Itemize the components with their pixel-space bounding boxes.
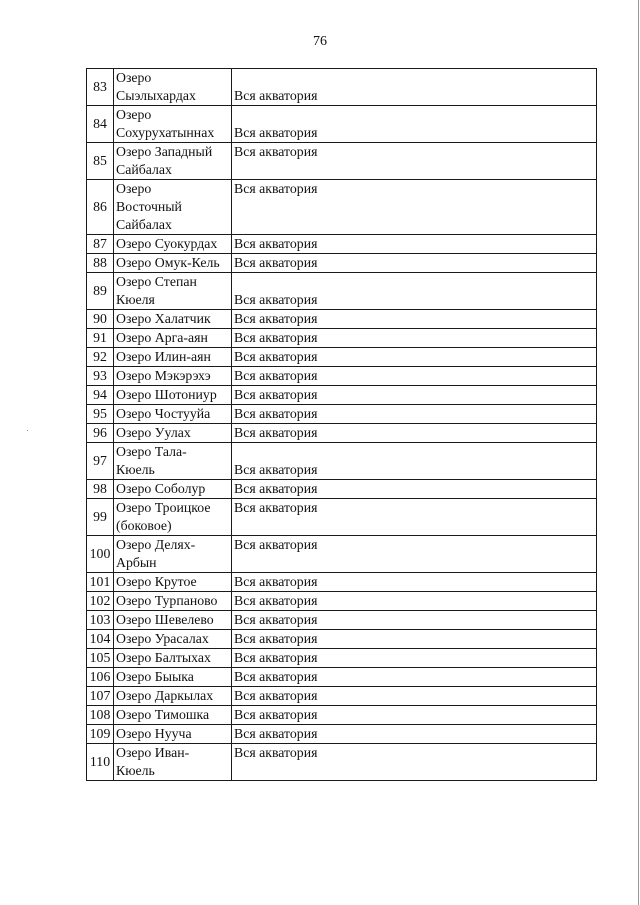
lake-name-line: Озеро Нууча bbox=[116, 726, 192, 741]
lake-name-line: Озеро Быыка bbox=[116, 669, 194, 684]
table-row bbox=[87, 611, 597, 630]
lake-name-line: Кюеля bbox=[116, 292, 155, 307]
row-number: 85 bbox=[87, 143, 114, 180]
water-area: Вся акватория bbox=[232, 329, 597, 348]
row-number: 107 bbox=[87, 687, 114, 706]
lake-name bbox=[114, 235, 232, 254]
lake-name bbox=[114, 668, 232, 687]
table-row bbox=[87, 180, 597, 235]
table-row bbox=[87, 443, 597, 480]
water-area: Вся акватория bbox=[232, 744, 597, 781]
table-row bbox=[87, 573, 597, 592]
table-row bbox=[87, 536, 597, 573]
lake-name bbox=[114, 106, 232, 143]
lake-name bbox=[114, 367, 232, 386]
page-number: 76 bbox=[313, 34, 327, 49]
table-row bbox=[87, 725, 597, 744]
table-row bbox=[87, 499, 597, 536]
water-area: Вся акватория bbox=[232, 725, 597, 744]
lake-name bbox=[114, 273, 232, 310]
lake-name-line: Озеро Халатчик bbox=[116, 311, 211, 326]
lake-name bbox=[114, 744, 232, 781]
table-row bbox=[87, 592, 597, 611]
lake-name-line: Сохурухатыннах bbox=[116, 125, 215, 140]
lake-name-line: Озеро Крутое bbox=[116, 574, 197, 589]
lake-name bbox=[114, 630, 232, 649]
lake-name bbox=[114, 611, 232, 630]
lake-name-line: Кюель bbox=[116, 462, 155, 477]
row-number: 84 bbox=[87, 106, 114, 143]
lake-name-line: Озеро Балтыхах bbox=[116, 650, 211, 665]
row-number: 92 bbox=[87, 348, 114, 367]
table-row bbox=[87, 310, 597, 329]
lake-name bbox=[114, 254, 232, 273]
lake-name bbox=[114, 499, 232, 536]
lakes-table-body bbox=[87, 69, 597, 781]
lake-name bbox=[114, 386, 232, 405]
lake-name-line: Озеро Суокурдах bbox=[116, 236, 218, 251]
table-row bbox=[87, 668, 597, 687]
lake-name-line: Озеро Степан bbox=[116, 274, 197, 289]
lake-name bbox=[114, 480, 232, 499]
row-number: 101 bbox=[87, 573, 114, 592]
water-area: Вся акватория bbox=[232, 180, 597, 235]
row-number: 86 bbox=[87, 180, 114, 235]
row-number: 110 bbox=[87, 744, 114, 781]
water-area: Вся акватория bbox=[232, 592, 597, 611]
lake-name bbox=[114, 180, 232, 235]
lake-name-line: Озеро Шотониур bbox=[116, 387, 217, 402]
row-number: 99 bbox=[87, 499, 114, 536]
lake-name-line: Сыэлыхардах bbox=[116, 88, 196, 103]
row-number: 104 bbox=[87, 630, 114, 649]
table-row bbox=[87, 649, 597, 668]
row-number: 96 bbox=[87, 424, 114, 443]
water-area: Вся акватория bbox=[232, 310, 597, 329]
lake-name bbox=[114, 443, 232, 480]
water-area: Вся акватория bbox=[232, 443, 597, 480]
lake-name-line: (боковое) bbox=[116, 518, 172, 533]
lake-name bbox=[114, 573, 232, 592]
lake-name-line: Восточный bbox=[116, 199, 182, 214]
lake-name-line: Озеро Турпаново bbox=[116, 593, 218, 608]
row-number: 83 bbox=[87, 69, 114, 106]
lake-name-line: Озеро Илин-аян bbox=[116, 349, 211, 364]
water-area: Вся акватория bbox=[232, 611, 597, 630]
lake-name bbox=[114, 536, 232, 573]
row-number: 94 bbox=[87, 386, 114, 405]
lake-name bbox=[114, 706, 232, 725]
row-number: 89 bbox=[87, 273, 114, 310]
lake-name bbox=[114, 405, 232, 424]
lake-name bbox=[114, 329, 232, 348]
water-area: Вся акватория bbox=[232, 273, 597, 310]
water-area: Вся акватория bbox=[232, 405, 597, 424]
lake-name-line: Озеро Троицкое bbox=[116, 500, 211, 515]
water-area: Вся акватория bbox=[232, 480, 597, 499]
water-area: Вся акватория bbox=[232, 386, 597, 405]
lake-name-line: Озеро Делях- bbox=[116, 537, 196, 552]
table-row bbox=[87, 69, 597, 106]
lake-name-line: Озеро Арга-аян bbox=[116, 330, 208, 345]
table-row bbox=[87, 273, 597, 310]
table-row bbox=[87, 687, 597, 706]
lake-name-line: Сайбалах bbox=[116, 162, 172, 177]
water-area: Вся акватория bbox=[232, 649, 597, 668]
water-area: Вся акватория bbox=[232, 668, 597, 687]
scan-speck bbox=[27, 430, 28, 431]
lake-name-line: Озеро bbox=[116, 181, 152, 196]
row-number: 106 bbox=[87, 668, 114, 687]
lake-name-line: Озеро Иван- bbox=[116, 745, 190, 760]
row-number: 91 bbox=[87, 329, 114, 348]
table-row bbox=[87, 254, 597, 273]
lake-name bbox=[114, 143, 232, 180]
lake-name-line: Озеро Омук-Кель bbox=[116, 255, 220, 270]
row-number: 87 bbox=[87, 235, 114, 254]
water-area: Вся акватория bbox=[232, 235, 597, 254]
row-number: 90 bbox=[87, 310, 114, 329]
water-area: Вся акватория bbox=[232, 367, 597, 386]
water-area: Вся акватория bbox=[232, 499, 597, 536]
table-row bbox=[87, 348, 597, 367]
water-area: Вся акватория bbox=[232, 348, 597, 367]
lake-name-line: Озеро Уулах bbox=[116, 425, 191, 440]
lake-name-line: Озеро Чостууйа bbox=[116, 406, 211, 421]
lake-name-line: Озеро Тимошка bbox=[116, 707, 210, 722]
row-number: 93 bbox=[87, 367, 114, 386]
lake-name-line: Озеро Шевелево bbox=[116, 612, 214, 627]
row-number: 103 bbox=[87, 611, 114, 630]
lake-name-line: Озеро Соболур bbox=[116, 481, 206, 496]
row-number: 97 bbox=[87, 443, 114, 480]
table-row bbox=[87, 706, 597, 725]
table-row bbox=[87, 630, 597, 649]
lake-name bbox=[114, 649, 232, 668]
water-area: Вся акватория bbox=[232, 424, 597, 443]
lake-name bbox=[114, 69, 232, 106]
lake-name-line: Озеро Западный bbox=[116, 144, 213, 159]
row-number: 109 bbox=[87, 725, 114, 744]
lake-name-line: Озеро bbox=[116, 107, 152, 122]
table-row bbox=[87, 106, 597, 143]
lakes-table bbox=[86, 68, 597, 781]
water-area: Вся акватория bbox=[232, 687, 597, 706]
lake-name-line: Озеро Урасалах bbox=[116, 631, 209, 646]
table-row bbox=[87, 367, 597, 386]
water-area: Вся акватория bbox=[232, 536, 597, 573]
lake-name bbox=[114, 424, 232, 443]
row-number: 88 bbox=[87, 254, 114, 273]
row-number: 95 bbox=[87, 405, 114, 424]
water-area: Вся акватория bbox=[232, 706, 597, 725]
lake-name bbox=[114, 687, 232, 706]
lake-name bbox=[114, 592, 232, 611]
table-row bbox=[87, 405, 597, 424]
lake-name-line: Озеро bbox=[116, 70, 152, 85]
table-row bbox=[87, 424, 597, 443]
water-area: Вся акватория bbox=[232, 69, 597, 106]
table-row bbox=[87, 143, 597, 180]
lake-name bbox=[114, 310, 232, 329]
lake-name bbox=[114, 348, 232, 367]
table-row bbox=[87, 235, 597, 254]
lake-name-line: Озеро Мэкэрэхэ bbox=[116, 368, 211, 383]
lake-name-line: Арбын bbox=[116, 555, 157, 570]
lake-name-line: Кюель bbox=[116, 763, 155, 778]
row-number: 98 bbox=[87, 480, 114, 499]
table-row bbox=[87, 329, 597, 348]
water-area: Вся акватория bbox=[232, 254, 597, 273]
row-number: 108 bbox=[87, 706, 114, 725]
water-area: Вся акватория bbox=[232, 106, 597, 143]
lake-name-line: Озеро Тала- bbox=[116, 444, 187, 459]
water-area: Вся акватория bbox=[232, 573, 597, 592]
lake-name-line: Сайбалах bbox=[116, 217, 172, 232]
table-row bbox=[87, 744, 597, 781]
row-number: 100 bbox=[87, 536, 114, 573]
lake-name bbox=[114, 725, 232, 744]
table-row bbox=[87, 386, 597, 405]
row-number: 105 bbox=[87, 649, 114, 668]
water-area: Вся акватория bbox=[232, 630, 597, 649]
water-area: Вся акватория bbox=[232, 143, 597, 180]
page-edge bbox=[638, 0, 639, 905]
table-row bbox=[87, 480, 597, 499]
lake-name-line: Озеро Даркылах bbox=[116, 688, 214, 703]
row-number: 102 bbox=[87, 592, 114, 611]
